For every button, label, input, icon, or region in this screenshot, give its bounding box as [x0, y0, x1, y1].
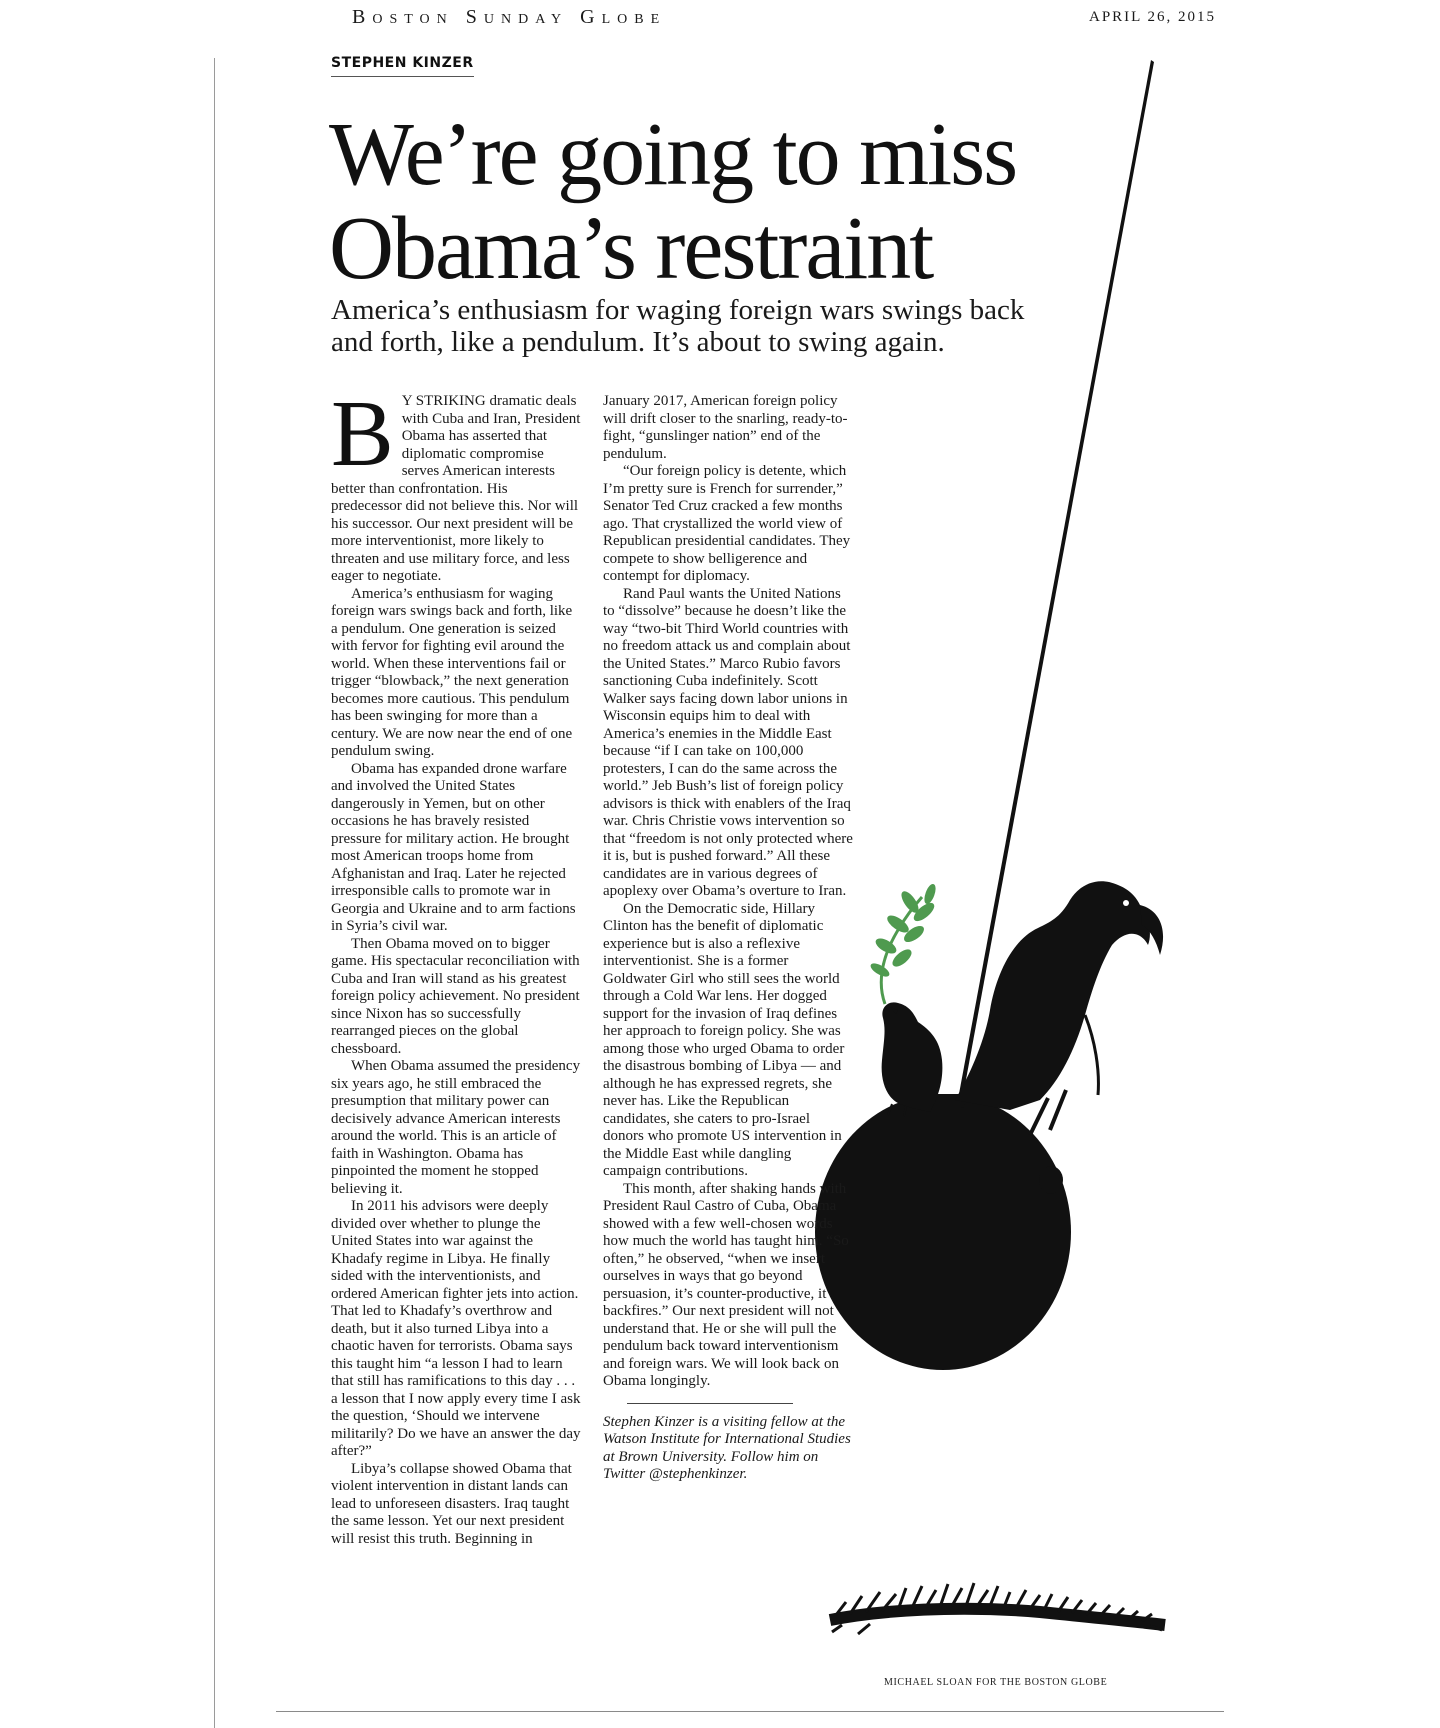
paragraph: When Obama assumed the presidency six years ago, he still embraced the presumption that military power can decisively advance American interests around the world. This is an article of faith in Washington. Obama has pinpointed the moment he stopped believing it.	[331, 1058, 581, 1197]
headline: We’re going to miss Obama’s restraint	[329, 105, 1017, 298]
masthead: Boston Sunday Globe	[352, 6, 667, 28]
paragraph: Obama has expanded drone warfare and involved the United States dangerously in Yemen, but on other occasions he has bravely resisted pressure for military action. He brought most American troops home from Afghanistan and Iraq. Later he rejected irresponsible calls to promote war in Georgia and Ukraine and to arm factions in Syria’s civil war.	[331, 760, 576, 934]
article-column-1	[331, 382, 581, 1548]
paragraph: America’s enthusiasm for waging foreign wars swings back and forth, like a pendulum. One generation is seized with fervor for fighting evil around the world. When these interventions fail or trigger “blowback,” the next generation becomes more cautious. This pendulum has been swinging for more than a century. We are now near the end of one pendulum swing.	[331, 585, 573, 759]
byline: STEPHEN KINZER	[331, 55, 474, 77]
wrecking-ball	[815, 1094, 1071, 1370]
bio-divider	[627, 1403, 793, 1404]
author-bio: Stephen Kinzer is a visiting fellow at the Watson Institute for International Studies at Brown University. Follow him on Twitter @stephenkinzer.	[603, 1413, 851, 1482]
bottom-rule	[276, 1711, 1224, 1712]
deck-subheadline: America’s enthusiasm for waging foreign wars swings back and forth, like a pendulum. It’s about to swing again.	[331, 294, 1025, 358]
olive-branch-icon	[869, 883, 937, 1004]
paragraph: This month, after shaking hands with President Raul Castro of Cuba, Obama showed with a few well-chosen words how much the world has taught him. “So often,” he observed, “when we insert ourselves in ways that go beyond persuasion, it’s counter-productive, it backfires.” Our next president will not understand that. He or she will pull the pendulum back toward interventionism and foreign wars. We will look back on Obama longingly.	[603, 1180, 849, 1389]
paragraph: Rand Paul wants the United Nations to “dissolve” because he doesn’t like the way “two-bit Third World countries with no freedom attack us and complain about the United States.” Marco Rubio favors sanctioning Cuba indefinitely. Scott Walker says facing down labor unions in Wisconsin equips him to deal with America’s enemies in the Middle East because “if I can take on 100,000 protesters, I can do the same across the world.” Jeb Bush’s list of foreign policy advisors is thick with enablers of the Iraq war. Chris Christie vows intervention so that “freedom is not only protected where it is, but is pushed forward.” All these candidates are in various degrees of apoplexy over Obama’s overture to Iran.	[603, 585, 853, 899]
paragraph: Y STRIKING dramatic deals with Cuba and Iran, President Obama has asserted that diplomatic compromise serves American interests better than confrontation. His predecessor did not believe this. Nor will his successor. Our next president will be more interventionist, more likely to threaten and use military force, and less eager to negotiate.	[331, 393, 581, 584]
drop-cap: B	[331, 382, 394, 486]
article-column-2	[603, 393, 853, 1484]
hawk-icon	[955, 881, 1163, 1135]
dove-icon	[882, 1002, 943, 1116]
illustration-credit: MICHAEL SLOAN FOR THE BOSTON GLOBE	[884, 1677, 1108, 1688]
paragraph: “Our foreign policy is detente, which I’m pretty sure is French for surrender,” Senator Ted Cruz cracked a few months ago. That crystallized the world view of Republican presidential candidates. They compete to show belligerence and contempt for diplomacy.	[603, 463, 851, 584]
paragraph: January 2017, American foreign policy will drift closer to the snarling, ready-to-fight, “gunslinger nation” end of the pendulum.	[603, 393, 848, 462]
paragraph: Libya’s collapse showed Obama that violent intervention in distant lands can lead to unforeseen disasters. Iraq taught the same lesson. Yet our next president will resist this truth. Beginning in	[331, 1460, 572, 1547]
paragraph: In 2011 his advisors were deeply divided over whether to plunge the United States into war against the Khadafy regime in Libya. He finally sided with the interventionists, and ordered American fighter jets into action. That led to Khadafy’s overthrow and death, but it also turned Libya into a chaotic haven for terrorists. Obama says this taught him “a lesson I had to learn that still has ramifications to this day . . . a lesson that I now apply every time I ask the question, ‘Should we intervene militarily? Do we have an answer the day after?”	[331, 1198, 581, 1459]
issue-date: APRIL 26, 2015	[1089, 9, 1217, 25]
grass-tuft-icon	[830, 1583, 1165, 1634]
paragraph: Then Obama moved on to bigger game. His spectacular reconciliation with Cuba and Iran will stand as his greatest foreign policy achievement. No president since Nixon has so successfully rearranged pieces on the global chessboard.	[331, 935, 580, 1057]
paragraph: On the Democratic side, Hillary Clinton has the benefit of diplomatic experience but is also a reflexive interventionist. She is a former Goldwater Girl who still sees the world through a Cold War lens. Her dogged support for the invasion of Iraq defines her approach to foreign policy. She was among those who urged Obama to order the disastrous bombing of Libya — and although he has expressed regrets, she never has. Like the Republican candidates, she caters to pro-Israel donors who promote US intervention in the Middle East while dangling campaign contributions.	[603, 900, 845, 1179]
